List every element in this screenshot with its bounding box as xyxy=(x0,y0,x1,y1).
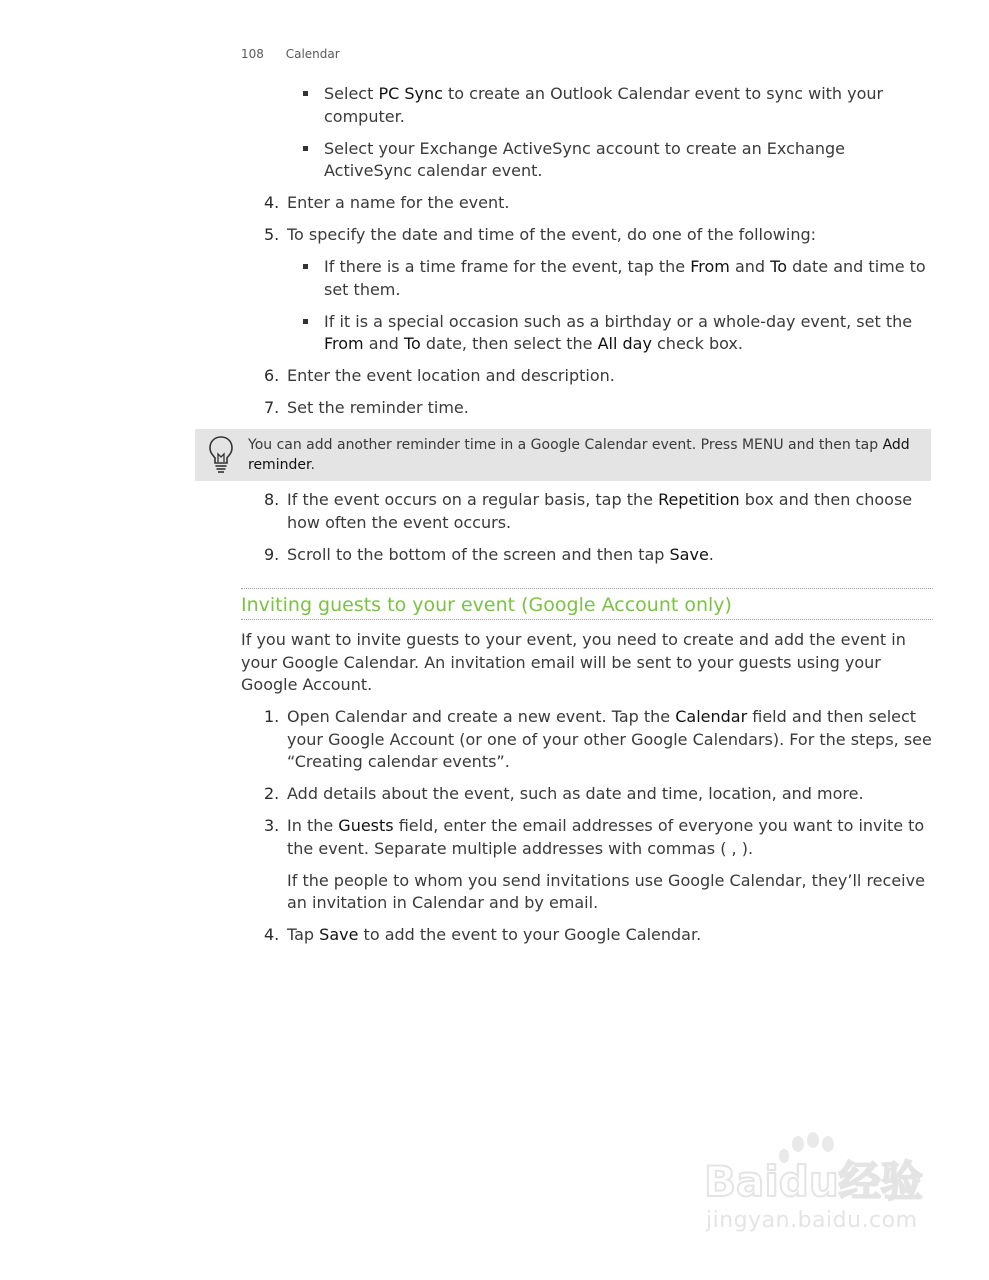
bullet-item xyxy=(241,256,933,301)
bullet-text: If there is a time frame for the event, tap the xyxy=(324,257,691,276)
step-number: 2. xyxy=(264,784,280,803)
header-section-title: Calendar xyxy=(285,47,340,61)
step-number: 5. xyxy=(264,225,280,244)
ui-term: To xyxy=(770,257,787,276)
step-text: Enter a name for the event. xyxy=(287,193,510,212)
ui-term: Save xyxy=(669,544,709,564)
step-number: 8. xyxy=(264,490,280,509)
ui-term: Guests xyxy=(338,816,394,835)
step-text: to add the event to your Google Calendar. xyxy=(358,925,702,944)
step-text: . xyxy=(708,544,714,564)
step-item xyxy=(241,365,933,388)
ui-term: All day xyxy=(597,334,652,353)
section-divider xyxy=(241,619,933,620)
bullet-marker xyxy=(303,146,308,151)
step-number: 6. xyxy=(264,366,280,385)
ui-term: PC Sync xyxy=(378,84,443,103)
bullet-text: Select your Exchange ActiveSync account to create an Exchange ActiveSync calendar event. xyxy=(324,138,845,180)
watermark-logo-text: Baidu经验 xyxy=(704,1157,923,1206)
bullet-text: Select xyxy=(324,84,379,103)
step-item xyxy=(241,815,933,860)
step-item xyxy=(241,924,933,947)
step-text: box and then choose how often the event occurs. xyxy=(287,490,913,532)
bullet-marker xyxy=(303,264,308,269)
step-number: 4. xyxy=(264,925,280,944)
baidu-watermark xyxy=(700,1130,940,1245)
page-header xyxy=(241,45,340,63)
bullet-item xyxy=(241,83,933,128)
step-text: field and then select your Google Account (or one of your other Google Calendars). For the steps, see “Creating calendar events”. xyxy=(287,707,932,771)
step-number: 7. xyxy=(264,398,280,417)
ui-term: From xyxy=(690,257,730,276)
step-text: In the xyxy=(287,816,339,835)
step-number: 3. xyxy=(264,816,280,835)
step-item xyxy=(241,224,933,247)
bullet-marker xyxy=(303,91,308,96)
step-text: Scroll to the bottom of the screen and then tap xyxy=(287,544,670,564)
bullet-text: to create an Outlook Calendar event to sync with your computer. xyxy=(324,84,884,126)
step-item xyxy=(241,192,933,215)
tip-text: You can add another reminder time in a Google Calendar event. Press MENU and then tap xyxy=(248,437,883,453)
step-item xyxy=(241,783,933,806)
section-intro: If you want to invite guests to your event, you need to create and add the event in your Google Calendar. An invitation email will be sent to your guests using your Google Account. xyxy=(241,630,906,694)
ui-term: To xyxy=(403,334,421,353)
bullet-text: check box. xyxy=(651,334,743,353)
ui-term: From xyxy=(324,334,364,353)
ui-term: Save xyxy=(319,925,359,944)
step-text: If the event occurs on a regular basis, tap the xyxy=(287,490,659,509)
bullet-text: and xyxy=(729,257,771,276)
watermark-url: jingyan.baidu.com xyxy=(706,1208,918,1233)
step-item xyxy=(241,397,933,420)
step-item xyxy=(241,489,933,534)
ui-term: Repetition xyxy=(658,490,740,509)
section-heading: Inviting guests to your event (Google Account only) xyxy=(241,594,732,616)
step-text: field, enter the email addresses of everyone you want to invite to the event. Separate multiple addresses with commas ( , ). xyxy=(287,816,925,858)
step-number: 4. xyxy=(264,193,280,212)
bullet-item xyxy=(241,311,933,356)
bullet-text: and xyxy=(363,334,404,353)
step-text: Add details about the event, such as date and time, location, and more. xyxy=(287,784,864,803)
ui-term: Add reminder xyxy=(248,437,910,473)
bullet-item xyxy=(241,138,933,183)
step-text: To specify the date and time of the event, do one of the following: xyxy=(287,225,816,244)
tip-text: . xyxy=(310,457,315,473)
step-note: If the people to whom you send invitations use Google Calendar, they’ll receive an invitation in Calendar and by email. xyxy=(287,870,925,912)
step-number: 1. xyxy=(264,707,280,726)
step-number: 9. xyxy=(264,544,280,564)
step-text: Tap xyxy=(287,925,320,944)
step-item xyxy=(241,544,933,567)
bullet-marker xyxy=(303,319,308,324)
step-item xyxy=(241,706,933,774)
step-text: Enter the event location and description. xyxy=(287,366,615,385)
step-text: Set the reminder time. xyxy=(287,398,469,417)
bullet-text: date and time to set them. xyxy=(324,257,926,299)
ui-term: Calendar xyxy=(675,707,748,726)
tip-box xyxy=(195,429,931,481)
page-number: 108 xyxy=(241,47,264,61)
bullet-text: date, then select the xyxy=(420,334,598,353)
bullet-text: If it is a special occasion such as a birthday or a whole-day event, set the xyxy=(324,311,913,331)
step-text: Open Calendar and create a new event. Tap the xyxy=(287,707,676,726)
lightbulb-icon xyxy=(208,435,234,475)
baidu-paw-logo-icon xyxy=(700,1130,940,1210)
page-content xyxy=(241,83,933,956)
